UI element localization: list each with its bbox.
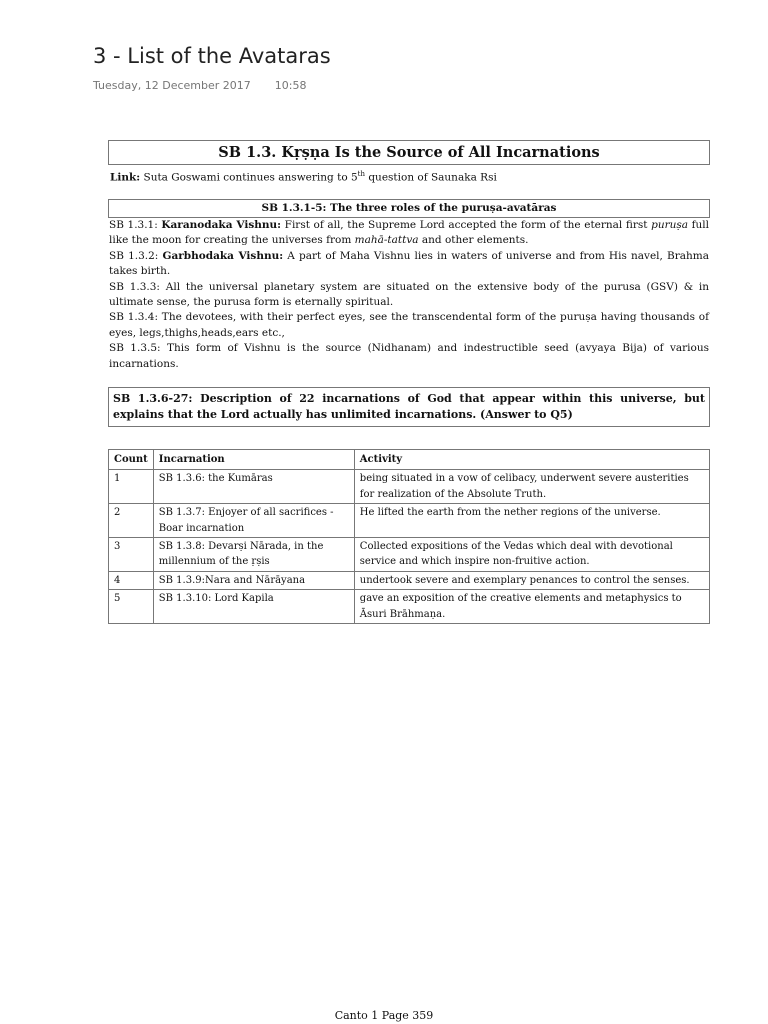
note-time: 10:58 — [274, 79, 307, 92]
verse-ref: SB 1.3.2: — [109, 249, 163, 262]
chapter-heading: SB 1.3. Kṛṣṇa Is the Source of All Incarnations — [108, 140, 710, 165]
verse-bold: Karanodaka Vishnu: — [161, 218, 282, 231]
verse-1-3-5: SB 1.3.5: This form of Vishnu is the source (Nidhanam) and indestructible seed (avyaya Bija) of various incarnations. — [109, 342, 709, 370]
column-header-count: Count — [109, 449, 154, 469]
verse-text: full like the moon for creating the universes from — [109, 218, 710, 247]
verse-1-3-2 — [108, 249, 710, 280]
verse-1-3-3: SB 1.3.3: All the universal planetary system are situated on the extensive body of the purusa (GSV) & in ultimate sense, the purusa form is eternally spiritual. — [109, 280, 709, 308]
cell-activity: He lifted the earth from the nether regions of the universe. — [354, 504, 709, 538]
verse-ref: SB 1.3.1: — [109, 218, 162, 231]
section-heading-purusa-avataras: SB 1.3.1-5: The three roles of the puruṣa-avatāras — [108, 199, 710, 218]
table-row — [109, 571, 710, 589]
note-timestamp — [93, 79, 306, 92]
verse-italic: puruṣa — [651, 218, 689, 231]
cell-activity: Collected expositions of the Vedas which deal with devotional service and which inspire non-fruitive action. — [354, 538, 709, 572]
cell-activity: being situated in a vow of celibacy, underwent severe austerities for realization of the Absolute Truth. — [354, 470, 709, 504]
table-row — [109, 590, 710, 624]
link-label: Link: — [110, 171, 141, 184]
link-text: Suta Goswami continues answering to 5 — [140, 171, 358, 184]
cell-count: 5 — [109, 590, 154, 624]
note-title: 3 - List of the Avataras — [93, 44, 331, 68]
document-page — [108, 140, 710, 624]
verse-bold: Garbhodaka Vishnu: — [162, 249, 284, 262]
incarnations-table — [108, 449, 710, 624]
cell-activity: undertook severe and exemplary penances to control the senses. — [354, 571, 709, 589]
note-date: Tuesday, 12 December 2017 — [93, 79, 251, 92]
cell-count: 1 — [109, 470, 154, 504]
table-header-row — [109, 449, 710, 469]
verse-1-3-1 — [108, 218, 710, 249]
cell-incarnation: SB 1.3.6: the Kumāras — [153, 470, 354, 504]
column-header-activity: Activity — [354, 449, 709, 469]
verse-text: First of all, the Supreme Lord accepted the form of the eternal first — [281, 218, 652, 231]
link-superscript: th — [357, 170, 365, 178]
verse-text: and other elements. — [418, 234, 529, 247]
table-row — [109, 504, 710, 538]
cell-count: 2 — [109, 504, 154, 538]
link-text-end: question of Saunaka Rsi — [365, 171, 497, 184]
verse-text: A part of Maha Vishnu lies in waters of universe and from His navel, Brahma takes birth. — [109, 249, 709, 278]
column-header-incarnation: Incarnation — [153, 449, 354, 469]
cell-incarnation: SB 1.3.7: Enjoyer of all sacrifices - Boar incarnation — [153, 504, 354, 538]
verse-1-3-4: SB 1.3.4: The devotees, with their perfect eyes, see the transcendental form of the puruṣa having thousands of eyes, legs,thighs,heads,ears etc., — [109, 311, 709, 339]
table-row — [109, 470, 710, 504]
cell-activity: gave an exposition of the creative elements and metaphysics to Āsuri Brāhmaṇa. — [354, 590, 709, 624]
verse-italic: mahā-tattva — [354, 234, 419, 247]
cell-count: 3 — [109, 538, 154, 572]
link-line — [108, 167, 710, 186]
cell-count: 4 — [109, 571, 154, 589]
table-row — [109, 538, 710, 572]
page-footer: Canto 1 Page 359 — [334, 1009, 434, 1022]
section-heading-incarnations: SB 1.3.6-27: Description of 22 incarnations of God that appear within this universe, but explains that the Lord actually has unlimited incarnations. (Answer to Q5) — [108, 387, 710, 427]
cell-incarnation: SB 1.3.10: Lord Kapila — [153, 590, 354, 624]
cell-incarnation: SB 1.3.8: Devarṣi Nārada, in the millennium of the ṛṣis — [153, 538, 354, 572]
cell-incarnation: SB 1.3.9:Nara and Nārāyana — [153, 571, 354, 589]
